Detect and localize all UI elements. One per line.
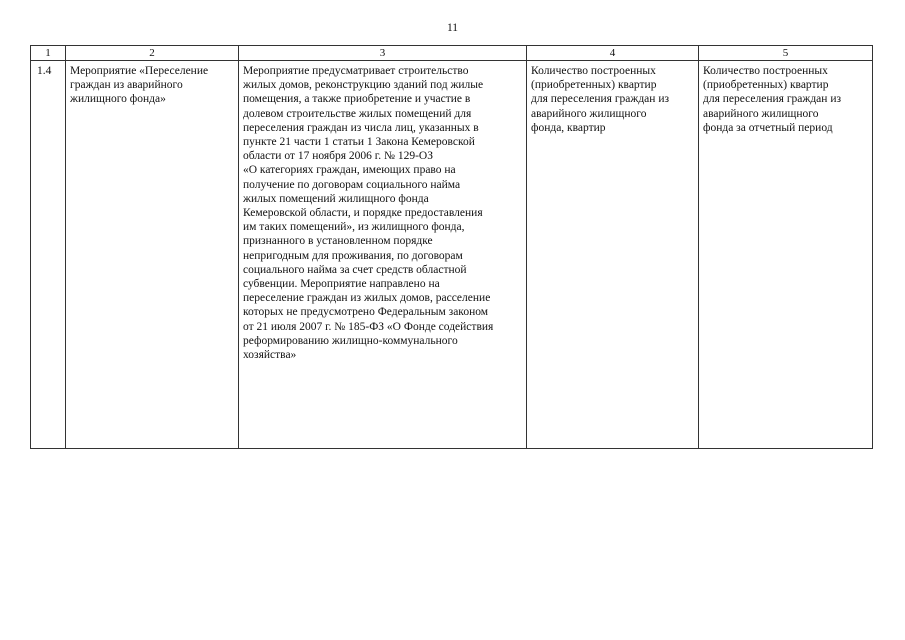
table-row — [31, 61, 873, 449]
description-line: получение по договорам социального найма — [243, 178, 461, 191]
method-line: для переселения граждан из — [703, 93, 842, 106]
measures-table — [30, 45, 873, 449]
description-line: субвенции. Мероприятие направлено на — [243, 278, 440, 291]
method-line: фонда за отчетный период — [703, 121, 833, 134]
description-line: реформированию жилищно-коммунального — [243, 334, 458, 347]
indicator-cell — [527, 61, 699, 449]
description-line: области от 17 ноября 2006 г. № 129-ОЗ — [243, 150, 433, 163]
event-name-line: Мероприятие «Переселение — [70, 65, 209, 77]
description-cell — [239, 61, 527, 449]
description-line: признанного в установленном порядке — [243, 235, 433, 248]
description-line: долевом строительстве жилых помещений для — [243, 107, 472, 120]
description-line: помещения, а также приобретение и участие в — [243, 93, 471, 106]
description-line: Мероприятие предусматривает строительство — [243, 65, 469, 77]
header-col-1: 1 — [31, 46, 66, 61]
header-col-4: 4 — [527, 46, 699, 61]
description-line: непригодным для проживания, по договорам — [243, 249, 463, 262]
indicator-line: аварийного жилищного — [531, 107, 647, 120]
description-line: социального найма за счет средств областной — [243, 263, 467, 276]
header-col-3: 3 — [239, 46, 527, 61]
description-line: хозяйства» — [243, 349, 297, 362]
method-line: аварийного жилищного — [703, 107, 819, 120]
description-line: им таких помещений», из жилищного фонда, — [243, 221, 465, 234]
description-line: жилых помещений жилищного фонда — [243, 192, 429, 205]
header-col-5: 5 — [699, 46, 873, 61]
description-line: переселения граждан из числа лиц, указанных в — [243, 121, 479, 134]
indicator-line: фонда, квартир — [531, 121, 606, 134]
description-line: которых не предусмотрено Федеральным законом — [243, 306, 489, 319]
event-name-line: жилищного фонда» — [70, 93, 166, 106]
description-line: «О категориях граждан, имеющих право на — [243, 164, 456, 177]
event-name-cell — [66, 61, 239, 449]
row-number-cell — [31, 61, 66, 449]
indicator-line: (приобретенных) квартир — [531, 79, 657, 92]
header-row — [31, 46, 873, 61]
description-line: от 21 июля 2007 г. № 185-ФЗ «О Фонде содействия — [243, 320, 494, 333]
method-line: (приобретенных) квартир — [703, 79, 829, 92]
method-line: Количество построенных — [703, 65, 828, 77]
indicator-line: для переселения граждан из — [531, 93, 670, 106]
page-number: 11 — [446, 22, 459, 34]
method-cell — [699, 61, 873, 449]
description-line: Кемеровской области, и порядке предоставления — [243, 207, 483, 220]
row-number: 1.4 — [37, 65, 52, 77]
event-name-line: граждан из аварийного — [70, 79, 183, 92]
indicator-line: Количество построенных — [531, 65, 656, 77]
description-line: пункте 21 части 1 статьи 1 Закона Кемеровской — [243, 136, 475, 149]
description-line: жилых домов, реконструкцию зданий под жилые — [243, 79, 484, 92]
description-line: переселение граждан из жилых домов, расселение — [243, 292, 491, 305]
header-col-2: 2 — [66, 46, 239, 61]
